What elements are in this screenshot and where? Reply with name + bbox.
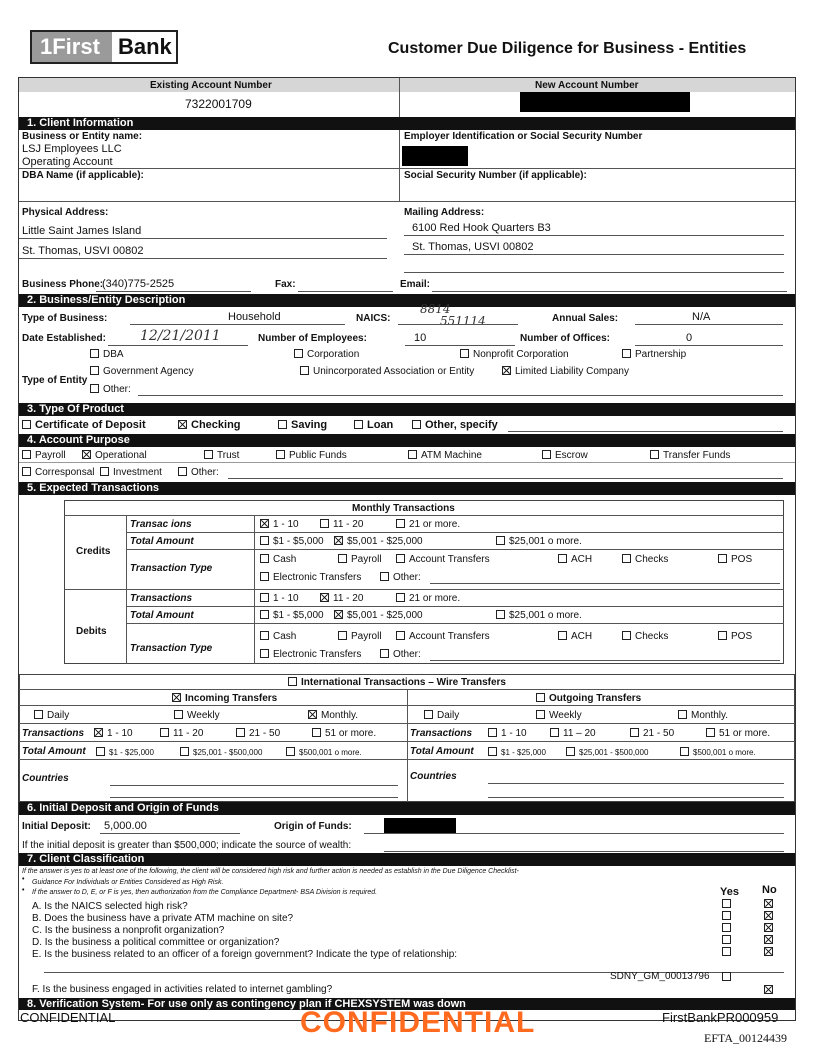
wealth-source-note: If the initial deposit is greater than $500,000; indicate the source of wealth: <box>22 840 352 851</box>
checkbox-investment[interactable] <box>100 467 109 476</box>
checkbox-credit-account-transfers[interactable] <box>396 554 405 563</box>
initial-deposit-label: Initial Deposit: <box>22 821 91 832</box>
purpose-escrow[interactable]: Escrow <box>542 450 588 461</box>
existing-account-value: 7322001709 <box>185 97 252 111</box>
checkbox-outgoing-amount-3[interactable] <box>680 747 689 756</box>
outgoing-daily[interactable]: Daily <box>424 710 459 721</box>
credit-type-checks[interactable]: Checks <box>622 554 668 565</box>
debits-transaction-type-label: Transaction Type <box>130 643 213 654</box>
section-8-heading: 8. Verification System- For use only as contingency plan if CHEXSYSTEM was down <box>19 998 795 1010</box>
checkbox-e-no-checked[interactable] <box>764 947 773 956</box>
debit-type-pos[interactable]: POS <box>718 631 752 642</box>
question-e: E. Is the business related to an officer of a foreign government? Indicate the type of relationship: <box>32 949 458 960</box>
product-loan[interactable]: Loan <box>354 419 393 431</box>
naics-label: NAICS: <box>356 313 391 324</box>
document-title: Customer Due Diligence for Business - Entities <box>388 40 747 57</box>
outgoing-amount-1[interactable]: $1 - $25,000 <box>488 747 546 757</box>
checkbox-escrow[interactable] <box>542 450 551 459</box>
credit-range-11-20[interactable]: 11 - 20 <box>320 519 363 530</box>
dba-label: DBA Name (if applicable): <box>22 170 144 181</box>
physical-address-label: Physical Address: <box>22 207 109 218</box>
outgoing-51[interactable]: 51 or more. <box>706 728 770 739</box>
checkbox-trust[interactable] <box>204 450 213 459</box>
debit-type-cash[interactable]: Cash <box>260 631 296 642</box>
type-of-entity-label: Type of Entity <box>22 375 88 386</box>
credit-type-cash[interactable]: Cash <box>260 554 296 565</box>
question-c: C. Is the business a nonprofit organization? <box>32 925 225 936</box>
credits-total-amount-label: Total Amount <box>130 536 194 547</box>
new-account-label: New Account Number <box>535 80 639 91</box>
outgoing-transactions-label: Transactions <box>410 728 473 739</box>
checkbox-outgoing-11-20[interactable] <box>550 728 559 737</box>
checkbox-credit-1-10-checked[interactable] <box>260 519 269 528</box>
checkbox-incoming-daily[interactable] <box>34 710 43 719</box>
classification-note-1a: If the answer is yes to at least one of the following, the client will be considered high risk and further action is needed as establish in the Due Diligence Checklist- <box>22 868 519 875</box>
checkbox-debit-checks[interactable] <box>622 631 631 640</box>
incoming-amount-3[interactable]: $500,001 o more. <box>286 747 362 757</box>
redaction-origin-of-funds <box>384 818 456 833</box>
checkbox-credit-amount-1[interactable] <box>260 536 269 545</box>
question-d: D. Is the business a political committee or organization? <box>32 937 280 948</box>
mailing-address-label: Mailing Address: <box>404 207 485 218</box>
classification-note-1b: Guidance For Individuals or Entities Considered as High Risk. <box>32 879 224 886</box>
checkbox-credit-ach[interactable] <box>558 554 567 563</box>
mailing-address-line1: 6100 Red Hook Quarters B3 <box>412 222 551 234</box>
checkbox-credit-payroll[interactable] <box>338 554 347 563</box>
checkbox-debit-amount-2-checked[interactable] <box>334 610 343 619</box>
checkbox-saving[interactable] <box>278 420 287 429</box>
credit-range-21[interactable]: 21 or more. <box>396 519 460 530</box>
checkbox-f-yes[interactable] <box>722 972 731 981</box>
checkbox-credit-cash[interactable] <box>260 554 269 563</box>
product-saving[interactable]: Saving <box>278 419 327 431</box>
checkbox-payroll[interactable] <box>22 450 31 459</box>
outgoing-11-20[interactable]: 11 – 20 <box>550 728 596 739</box>
checkbox-d-yes[interactable] <box>722 935 731 944</box>
checkbox-c-yes[interactable] <box>722 923 731 932</box>
physical-address-line1: Little Saint James Island <box>22 225 142 237</box>
entity-llc[interactable]: Limited Liability Company <box>502 366 629 377</box>
fax-label: Fax: <box>275 279 296 290</box>
outgoing-1-10[interactable]: 1 - 10 <box>488 728 527 739</box>
incoming-monthly[interactable]: Monthly. <box>308 710 358 721</box>
outgoing-total-amount-label: Total Amount <box>410 746 474 757</box>
checkbox-debit-1-10[interactable] <box>260 593 269 602</box>
answer-d-yes[interactable] <box>722 935 735 946</box>
debit-type-electronic[interactable]: Electronic Transfers <box>260 649 361 660</box>
redaction-new-account <box>520 92 690 112</box>
incoming-daily[interactable]: Daily <box>34 710 69 721</box>
debit-type-other[interactable]: Other: <box>380 649 421 660</box>
checkbox-debit-account-transfers[interactable] <box>396 631 405 640</box>
credit-amount-2[interactable]: $5,001 - $25,000 <box>334 536 423 547</box>
checkbox-incoming-11-20[interactable] <box>160 728 169 737</box>
checkbox-outgoing-monthly[interactable] <box>678 710 687 719</box>
answer-a-no[interactable] <box>764 899 777 910</box>
ein-label: Employer Identification or Social Security Number <box>404 131 643 142</box>
checkbox-incoming-51[interactable] <box>312 728 321 737</box>
footer-confidential: CONFIDENTIAL <box>20 1010 116 1025</box>
product-checking[interactable]: Checking <box>178 419 241 431</box>
debit-range-11-20[interactable]: 11 - 20 <box>320 593 363 604</box>
existing-account-label: Existing Account Number <box>150 80 272 91</box>
incoming-total-amount-label: Total Amount <box>22 746 86 757</box>
checkbox-credit-other[interactable] <box>380 572 389 581</box>
answer-f-yes[interactable] <box>722 972 735 983</box>
debit-range-21[interactable]: 21 or more. <box>396 593 460 604</box>
debits-total-amount-label: Total Amount <box>130 610 194 621</box>
checkbox-cd[interactable] <box>22 420 31 429</box>
checkbox-international[interactable] <box>288 677 297 686</box>
entity-other[interactable]: Other: <box>90 384 131 395</box>
checkbox-debit-electronic[interactable] <box>260 649 269 658</box>
mailing-address-line2: St. Thomas, USVI 00802 <box>412 241 534 253</box>
debit-type-payroll[interactable]: Payroll <box>338 631 382 642</box>
checkbox-partnership[interactable] <box>622 349 631 358</box>
section-4-heading: 4. Account Purpose <box>19 434 795 447</box>
checkbox-public-funds[interactable] <box>276 450 285 459</box>
checkbox-dba[interactable] <box>90 349 99 358</box>
first-bank-logo <box>30 30 178 64</box>
credit-type-other[interactable]: Other: <box>380 572 421 583</box>
checkbox-debit-pos[interactable] <box>718 631 727 640</box>
checkbox-debit-amount-1[interactable] <box>260 610 269 619</box>
annual-sales-value: N/A <box>692 311 711 323</box>
checkbox-purpose-other[interactable] <box>178 467 187 476</box>
checkbox-outgoing-weekly[interactable] <box>536 710 545 719</box>
checkbox-loan[interactable] <box>354 420 363 429</box>
credit-type-account-transfers[interactable]: Account Transfers <box>396 554 490 565</box>
naics-handwritten-2: 551114 <box>440 314 486 328</box>
checkbox-outgoing[interactable] <box>536 693 545 702</box>
redaction-ein <box>402 146 468 166</box>
debit-range-1-10[interactable]: 1 - 10 <box>260 593 299 604</box>
checkbox-credit-checks[interactable] <box>622 554 631 563</box>
debit-amount-2[interactable]: $5,001 - $25,000 <box>334 610 423 621</box>
logo-part1: 1First <box>32 32 112 62</box>
monthly-transactions-heading: Monthly Transactions <box>352 503 455 514</box>
entity-nonprofit[interactable]: Nonprofit Corporation <box>460 349 569 360</box>
incoming-weekly[interactable]: Weekly <box>174 710 220 721</box>
question-a: A. Is the NAICS selected high risk? <box>32 901 188 912</box>
credit-type-pos[interactable]: POS <box>718 554 752 565</box>
debits-transactions-label: Transactions <box>130 593 193 604</box>
date-established-value: 12/21/2011 <box>140 328 221 344</box>
incoming-amount-1[interactable]: $1 - $25,000 <box>96 747 154 757</box>
credit-type-payroll[interactable]: Payroll <box>338 554 382 565</box>
purpose-investment[interactable]: Investment <box>100 467 162 478</box>
product-cd[interactable]: Certificate of Deposit <box>22 419 146 431</box>
footer-bates-2: EFTA_00124439 <box>704 1031 788 1045</box>
checkbox-incoming-monthly-checked[interactable] <box>308 710 317 719</box>
checkbox-credit-amount-3[interactable] <box>496 536 505 545</box>
ssn-label: Social Security Number (if applicable): <box>404 170 587 181</box>
checkbox-corporation[interactable] <box>294 349 303 358</box>
purpose-public-funds[interactable]: Public Funds <box>276 450 347 461</box>
checkbox-b-no-checked[interactable] <box>764 911 773 920</box>
checkbox-outgoing-daily[interactable] <box>424 710 433 719</box>
checkbox-llc-checked[interactable] <box>502 366 511 375</box>
international-transactions-heading[interactable]: International Transactions – Wire Transfers <box>288 677 506 688</box>
checkbox-outgoing-21-50[interactable] <box>630 728 639 737</box>
checkbox-d-no-checked[interactable] <box>764 935 773 944</box>
credit-amount-3[interactable]: $25,001 o more. <box>496 536 582 547</box>
classification-note-2: If the answer to D, E, or F is yes, then authorization from the Compliance Department- BSA Division is required. <box>32 889 378 896</box>
checkbox-credit-21[interactable] <box>396 519 405 528</box>
checkbox-incoming-weekly[interactable] <box>174 710 183 719</box>
section-6-heading: 6. Initial Deposit and Origin of Funds <box>19 802 795 815</box>
entity-government[interactable]: Government Agency <box>90 366 194 377</box>
purpose-correspondent[interactable]: Corresponsal <box>22 467 94 478</box>
question-b: B. Does the business have a private ATM machine on site? <box>32 913 294 924</box>
incoming-countries-label: Countries <box>22 773 69 784</box>
debits-label: Debits <box>76 626 107 637</box>
purpose-operational[interactable]: Operational <box>82 450 147 461</box>
number-of-employees-value: 10 <box>414 332 427 344</box>
checkbox-nonprofit[interactable] <box>460 349 469 358</box>
answer-c-yes[interactable] <box>722 923 735 934</box>
outgoing-21-50[interactable]: 21 - 50 <box>630 728 674 739</box>
checkbox-government[interactable] <box>90 366 99 375</box>
type-of-business-value: Household <box>228 311 281 323</box>
entity-partnership[interactable]: Partnership <box>622 349 686 360</box>
checkbox-atm[interactable] <box>408 450 417 459</box>
checkbox-a-no-checked[interactable] <box>764 899 773 908</box>
outgoing-amount-2[interactable]: $25,001 - $500,000 <box>566 747 648 757</box>
business-name-label: Business or Entity name: <box>22 131 143 142</box>
business-phone-value: (340)775-2525 <box>102 278 175 290</box>
checkbox-credit-electronic[interactable] <box>260 572 269 581</box>
logo-part2: Bank <box>112 32 176 62</box>
origin-of-funds-label: Origin of Funds: <box>274 821 352 832</box>
checkbox-operational-checked[interactable] <box>82 450 91 459</box>
email-label: Email: <box>400 279 431 290</box>
checkbox-incoming-checked[interactable] <box>172 693 181 702</box>
checkbox-credit-amount-2-checked[interactable] <box>334 536 343 545</box>
section-7-heading: 7. Client Classification <box>19 853 795 866</box>
section-5-heading: 5. Expected Transactions <box>19 482 795 495</box>
credits-transaction-type-label: Transaction Type <box>130 563 213 574</box>
incoming-11-20[interactable]: 11 - 20 <box>160 728 203 739</box>
entity-dba[interactable]: DBA <box>90 349 124 360</box>
purpose-transfer-funds[interactable]: Transfer Funds <box>650 450 730 461</box>
physical-address-line2: St. Thomas, USVI 00802 <box>22 245 144 257</box>
checkbox-entity-other[interactable] <box>90 384 99 393</box>
business-name-value-2: Operating Account <box>22 156 113 168</box>
purpose-atm[interactable]: ATM Machine <box>408 450 482 461</box>
checkbox-incoming-1-10-checked[interactable] <box>94 728 103 737</box>
checkbox-outgoing-amount-2[interactable] <box>566 747 575 756</box>
answer-f-no[interactable] <box>764 985 777 996</box>
purpose-trust[interactable]: Trust <box>204 450 239 461</box>
footer-bates-1: FirstBankPR000959 <box>662 1010 779 1025</box>
checkbox-e-yes[interactable] <box>722 947 731 956</box>
incoming-21-50[interactable]: 21 - 50 <box>236 728 280 739</box>
checkbox-transfer-funds[interactable] <box>650 450 659 459</box>
checkbox-b-yes[interactable] <box>722 911 731 920</box>
outgoing-countries-label: Countries <box>410 771 457 782</box>
naics-handwritten-1: 8814 <box>420 302 451 316</box>
checkbox-unincorporated[interactable] <box>300 366 309 375</box>
debit-type-account-transfers[interactable]: Account Transfers <box>396 631 490 642</box>
checkbox-c-no-checked[interactable] <box>764 923 773 932</box>
product-other[interactable]: Other, specify <box>412 419 498 431</box>
checkbox-checking-checked[interactable] <box>178 420 187 429</box>
credit-type-ach[interactable]: ACH <box>558 554 592 565</box>
question-f: F. Is the business engaged in activities related to internet gambling? <box>32 984 333 995</box>
checkbox-debit-ach[interactable] <box>558 631 567 640</box>
incoming-transfers[interactable]: Incoming Transfers <box>172 693 277 704</box>
checkbox-incoming-amount-1[interactable] <box>96 747 105 756</box>
checkbox-outgoing-amount-1[interactable] <box>488 747 497 756</box>
checkbox-correspondent[interactable] <box>22 467 31 476</box>
annual-sales-label: Annual Sales: <box>552 313 619 324</box>
credit-amount-1[interactable]: $1 - $5,000 <box>260 536 324 547</box>
checkbox-debit-payroll[interactable] <box>338 631 347 640</box>
purpose-payroll[interactable]: Payroll <box>22 450 66 461</box>
checkbox-credit-11-20[interactable] <box>320 519 329 528</box>
outgoing-transfers[interactable]: Outgoing Transfers <box>536 693 641 704</box>
checkbox-incoming-21-50[interactable] <box>236 728 245 737</box>
incoming-transactions-label: Transactions <box>22 728 85 739</box>
answer-e-yes[interactable] <box>722 947 735 958</box>
checkbox-credit-pos[interactable] <box>718 554 727 563</box>
checkbox-incoming-amount-3[interactable] <box>286 747 295 756</box>
answer-d-no[interactable] <box>764 935 777 946</box>
purpose-other[interactable]: Other: <box>178 467 219 478</box>
checkbox-outgoing-1-10[interactable] <box>488 728 497 737</box>
outgoing-amount-3[interactable]: $500,001 o more. <box>680 747 756 757</box>
answer-b-yes[interactable] <box>722 911 735 922</box>
checkbox-a-yes[interactable] <box>722 899 731 908</box>
entity-unincorporated[interactable]: Unincorporated Association or Entity <box>300 366 474 377</box>
confidential-stamp: CONFIDENTIAL <box>300 1006 536 1039</box>
debit-type-ach[interactable]: ACH <box>558 631 592 642</box>
bates-sdny: SDNY_GM_00013796 <box>610 971 710 982</box>
business-phone-label: Business Phone: <box>22 279 104 290</box>
section-1-heading: 1. Client Information <box>19 117 795 130</box>
credits-label: Credits <box>76 546 111 557</box>
business-name-value-1: LSJ Employees LLC <box>22 143 122 155</box>
number-of-offices-value: 0 <box>686 332 693 344</box>
outgoing-monthly[interactable]: Monthly. <box>678 710 728 721</box>
credit-type-electronic[interactable]: Electronic Transfers <box>260 572 361 583</box>
initial-deposit-value: 5,000.00 <box>104 820 147 832</box>
incoming-amount-2[interactable]: $25,001 - $500,000 <box>180 747 262 757</box>
checkbox-f-no-checked[interactable] <box>764 985 773 994</box>
type-of-business-label: Type of Business: <box>22 313 108 324</box>
checkbox-incoming-amount-2[interactable] <box>180 747 189 756</box>
credit-range-1-10[interactable]: 1 - 10 <box>260 519 299 530</box>
checkbox-outgoing-51[interactable] <box>706 728 715 737</box>
no-column-label: No <box>762 884 777 896</box>
number-of-employees-label: Number of Employees: <box>258 333 367 344</box>
debit-type-checks[interactable]: Checks <box>622 631 668 642</box>
debit-amount-1[interactable]: $1 - $5,000 <box>260 610 324 621</box>
answer-b-no[interactable] <box>764 911 777 922</box>
section-2-heading: 2. Business/Entity Description <box>19 294 795 307</box>
checkbox-debit-21[interactable] <box>396 593 405 602</box>
checkbox-debit-amount-3[interactable] <box>496 610 505 619</box>
answer-c-no[interactable] <box>764 923 777 934</box>
section-3-heading: 3. Type Of Product <box>19 403 795 416</box>
checkbox-debit-11-20-checked[interactable] <box>320 593 329 602</box>
yes-column-label: Yes <box>720 886 739 898</box>
entity-corporation[interactable]: Corporation <box>294 349 359 360</box>
answer-e-no[interactable] <box>764 947 777 958</box>
outgoing-weekly[interactable]: Weekly <box>536 710 582 721</box>
answer-a-yes[interactable] <box>722 899 735 910</box>
incoming-1-10[interactable]: 1 - 10 <box>94 728 133 739</box>
checkbox-debit-cash[interactable] <box>260 631 269 640</box>
checkbox-debit-other[interactable] <box>380 649 389 658</box>
date-established-label: Date Established: <box>22 333 106 344</box>
credits-transactions-label: Transac ions <box>130 519 192 530</box>
checkbox-product-other[interactable] <box>412 420 421 429</box>
number-of-offices-label: Number of Offices: <box>520 333 611 344</box>
debit-amount-3[interactable]: $25,001 o more. <box>496 610 582 621</box>
incoming-51[interactable]: 51 or more. <box>312 728 376 739</box>
